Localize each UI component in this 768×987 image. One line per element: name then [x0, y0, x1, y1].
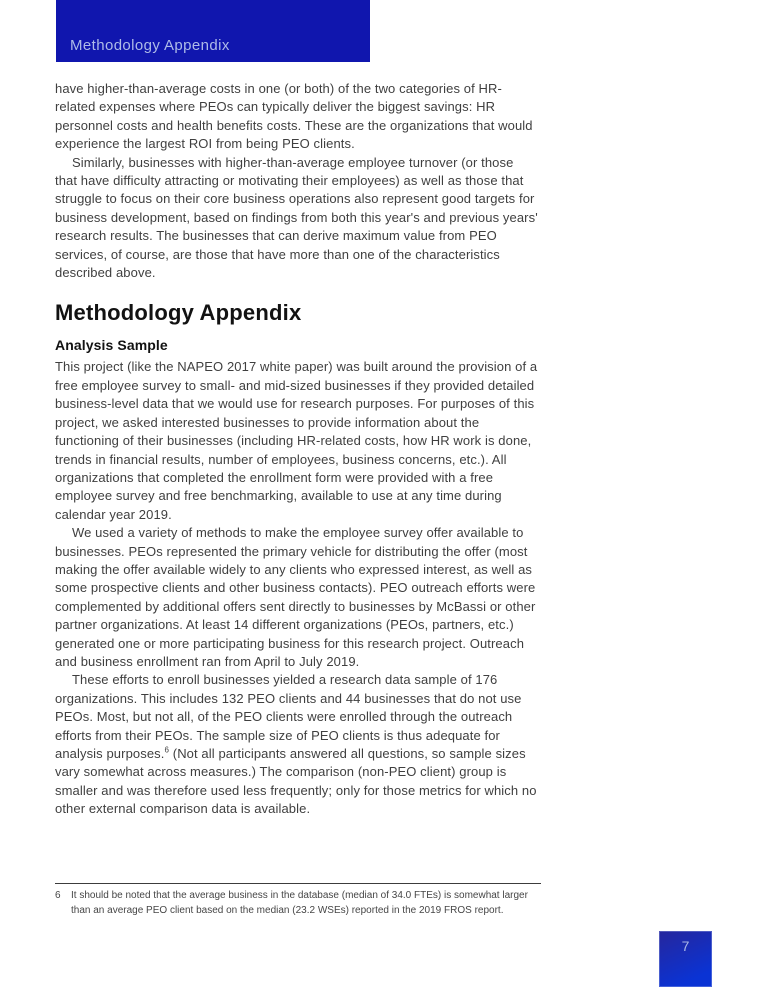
footnote-marker: 6 — [55, 890, 61, 901]
paragraph-text: (Not all participants answered all questions, so sample sizes vary somewhat across measures.) The comparison (non-PEO client) group is smaller and was therefore used less frequently; only for those metrics for which no other external comparison data is available. — [55, 746, 537, 817]
paragraph: This project (like the NAPEO 2017 white paper) was built around the provision of a free employee survey to small- and mid-sized businesses if they provided detailed business-level data that we would use for research purposes. For purposes of this project, we asked interested businesses to provide information about the functioning of their businesses (including HR-related costs, how HR work is done, trends in financial results, number of employees, business concerns, etc.). All organizations that completed the enrollment form were provided with a free employee survey and free benchmarking, available to use at any time during calendar year 2019. — [55, 359, 538, 522]
footnote-reference: 6 — [164, 745, 170, 755]
header-banner — [56, 0, 370, 62]
paragraph — [55, 671, 538, 818]
footnote-text: It should be noted that the average business in the database (median of 34.0 FTEs) is somewhat larger than an average PEO client based on the median (23.2 WSEs) reported in the 2019 FROS report. — [71, 890, 528, 916]
body-text — [55, 80, 538, 819]
subsection-heading: Analysis Sample — [55, 337, 168, 354]
paragraph-text: These efforts to enroll businesses yielded a research data sample of 176 organizations. This includes 132 PEO clients and 44 businesses that do not use PEOs. Most, but not all, of the PEO clients were enrolled through the outreach efforts from their PEOs. The sample size of PEO clients is thus adequate for analysis purposes. — [55, 672, 522, 761]
paragraph: Similarly, businesses with higher-than-average employee turnover (or those that have difficulty attracting or motivating their employees) as well as those that struggle to focus on their core business operations also represent good targets for business development, based on findings from both this year's and previous years' research results. The businesses that can derive maximum value from PEO services, of course, are those that have more than one of the characteristics described above. — [55, 154, 538, 281]
page-number-box — [659, 931, 712, 987]
paragraph: have higher-than-average costs in one (or both) of the two categories of HR-related expenses where PEOs can typically deliver the biggest savings: HR personnel costs and health benefits costs. These are the organizations that would experience the largest ROI from being PEO clients. — [55, 81, 533, 152]
banner-title: Methodology Appendix — [70, 37, 230, 54]
paragraph: We used a variety of methods to make the employee survey offer available to businesses. PEOs represented the primary vehicle for distributing the offer (most making the offer available widely to any clients who expressed interest, as well as some prospective clients and other business contacts). PEO outreach efforts were complemented by additional offers sent directly to businesses by McBassi or other partner organizations. At least 14 different organizations (PEOs, partners, etc.) generated one or more participating business for this research project. Outreach and business enrollment ran from April to July 2019. — [55, 525, 536, 669]
page-number: 7 — [681, 938, 690, 954]
section-heading: Methodology Appendix — [55, 300, 302, 326]
footnote-divider — [55, 883, 541, 884]
footnote — [55, 888, 549, 918]
